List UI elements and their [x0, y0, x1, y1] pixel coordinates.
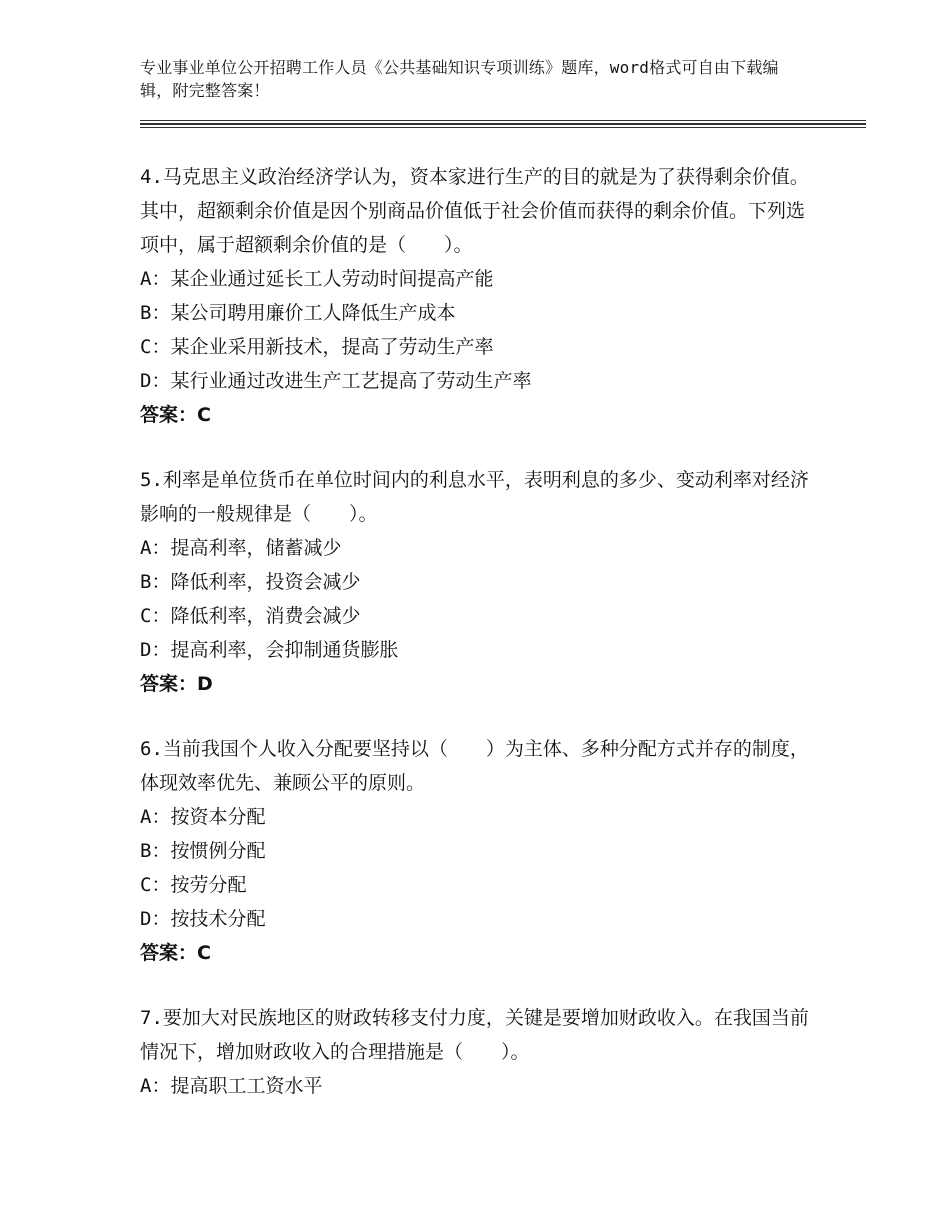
- option-d: D：提高利率，会抑制通货膨胀: [140, 639, 399, 661]
- question-4: [140, 160, 820, 432]
- question-7: [140, 1001, 820, 1103]
- option-d: D：某行业通过改进生产工艺提高了劳动生产率: [140, 370, 532, 392]
- header-rule: [140, 123, 866, 125]
- option-c: C：按劳分配: [140, 874, 247, 896]
- answer: 答案：C: [140, 404, 211, 426]
- question-text: 5.利率是单位货币在单位时间内的利息水平，表明利息的多少、变动利率对经济影响的一般规律是（ ）。: [140, 469, 809, 525]
- option-b: B：降低利率，投资会减少: [140, 571, 361, 593]
- option-c: C：某企业采用新技术，提高了劳动生产率: [140, 336, 494, 358]
- answer: 答案：D: [140, 673, 213, 695]
- option-a: A：提高职工工资水平: [140, 1075, 323, 1097]
- question-list: [140, 160, 820, 1134]
- option-c: C：降低利率，消费会减少: [140, 605, 361, 627]
- option-a: A：某企业通过延长工人劳动时间提高产能: [140, 268, 494, 290]
- document-header: 专业事业单位公开招聘工作人员《公共基础知识专项训练》题库，word格式可自由下载编辑，附完整答案！: [140, 58, 779, 100]
- question-6: [140, 732, 820, 970]
- option-a: A：提高利率，储蓄减少: [140, 537, 342, 559]
- answer: 答案：C: [140, 942, 211, 964]
- question-5: [140, 463, 820, 701]
- question-text: 4.马克思主义政治经济学认为，资本家进行生产的目的就是为了获得剩余价值。其中，超额剩余价值是因个别商品价值低于社会价值而获得的剩余价值。下列选项中，属于超额剩余价值的是（ ）。: [140, 166, 809, 256]
- option-d: D：按技术分配: [140, 908, 266, 930]
- question-text: 6.当前我国个人收入分配要坚持以（ ）为主体、多种分配方式并存的制度，体现效率优先、兼顾公平的原则。: [140, 738, 809, 794]
- option-b: B：某公司聘用廉价工人降低生产成本: [140, 302, 456, 324]
- header-rule: [140, 120, 866, 121]
- question-text: 7.要加大对民族地区的财政转移支付力度，关键是要增加财政收入。在我国当前情况下，增加财政收入的合理措施是（ ）。: [140, 1007, 809, 1063]
- option-a: A：按资本分配: [140, 806, 266, 828]
- header-rule: [140, 127, 866, 128]
- option-b: B：按惯例分配: [140, 840, 266, 862]
